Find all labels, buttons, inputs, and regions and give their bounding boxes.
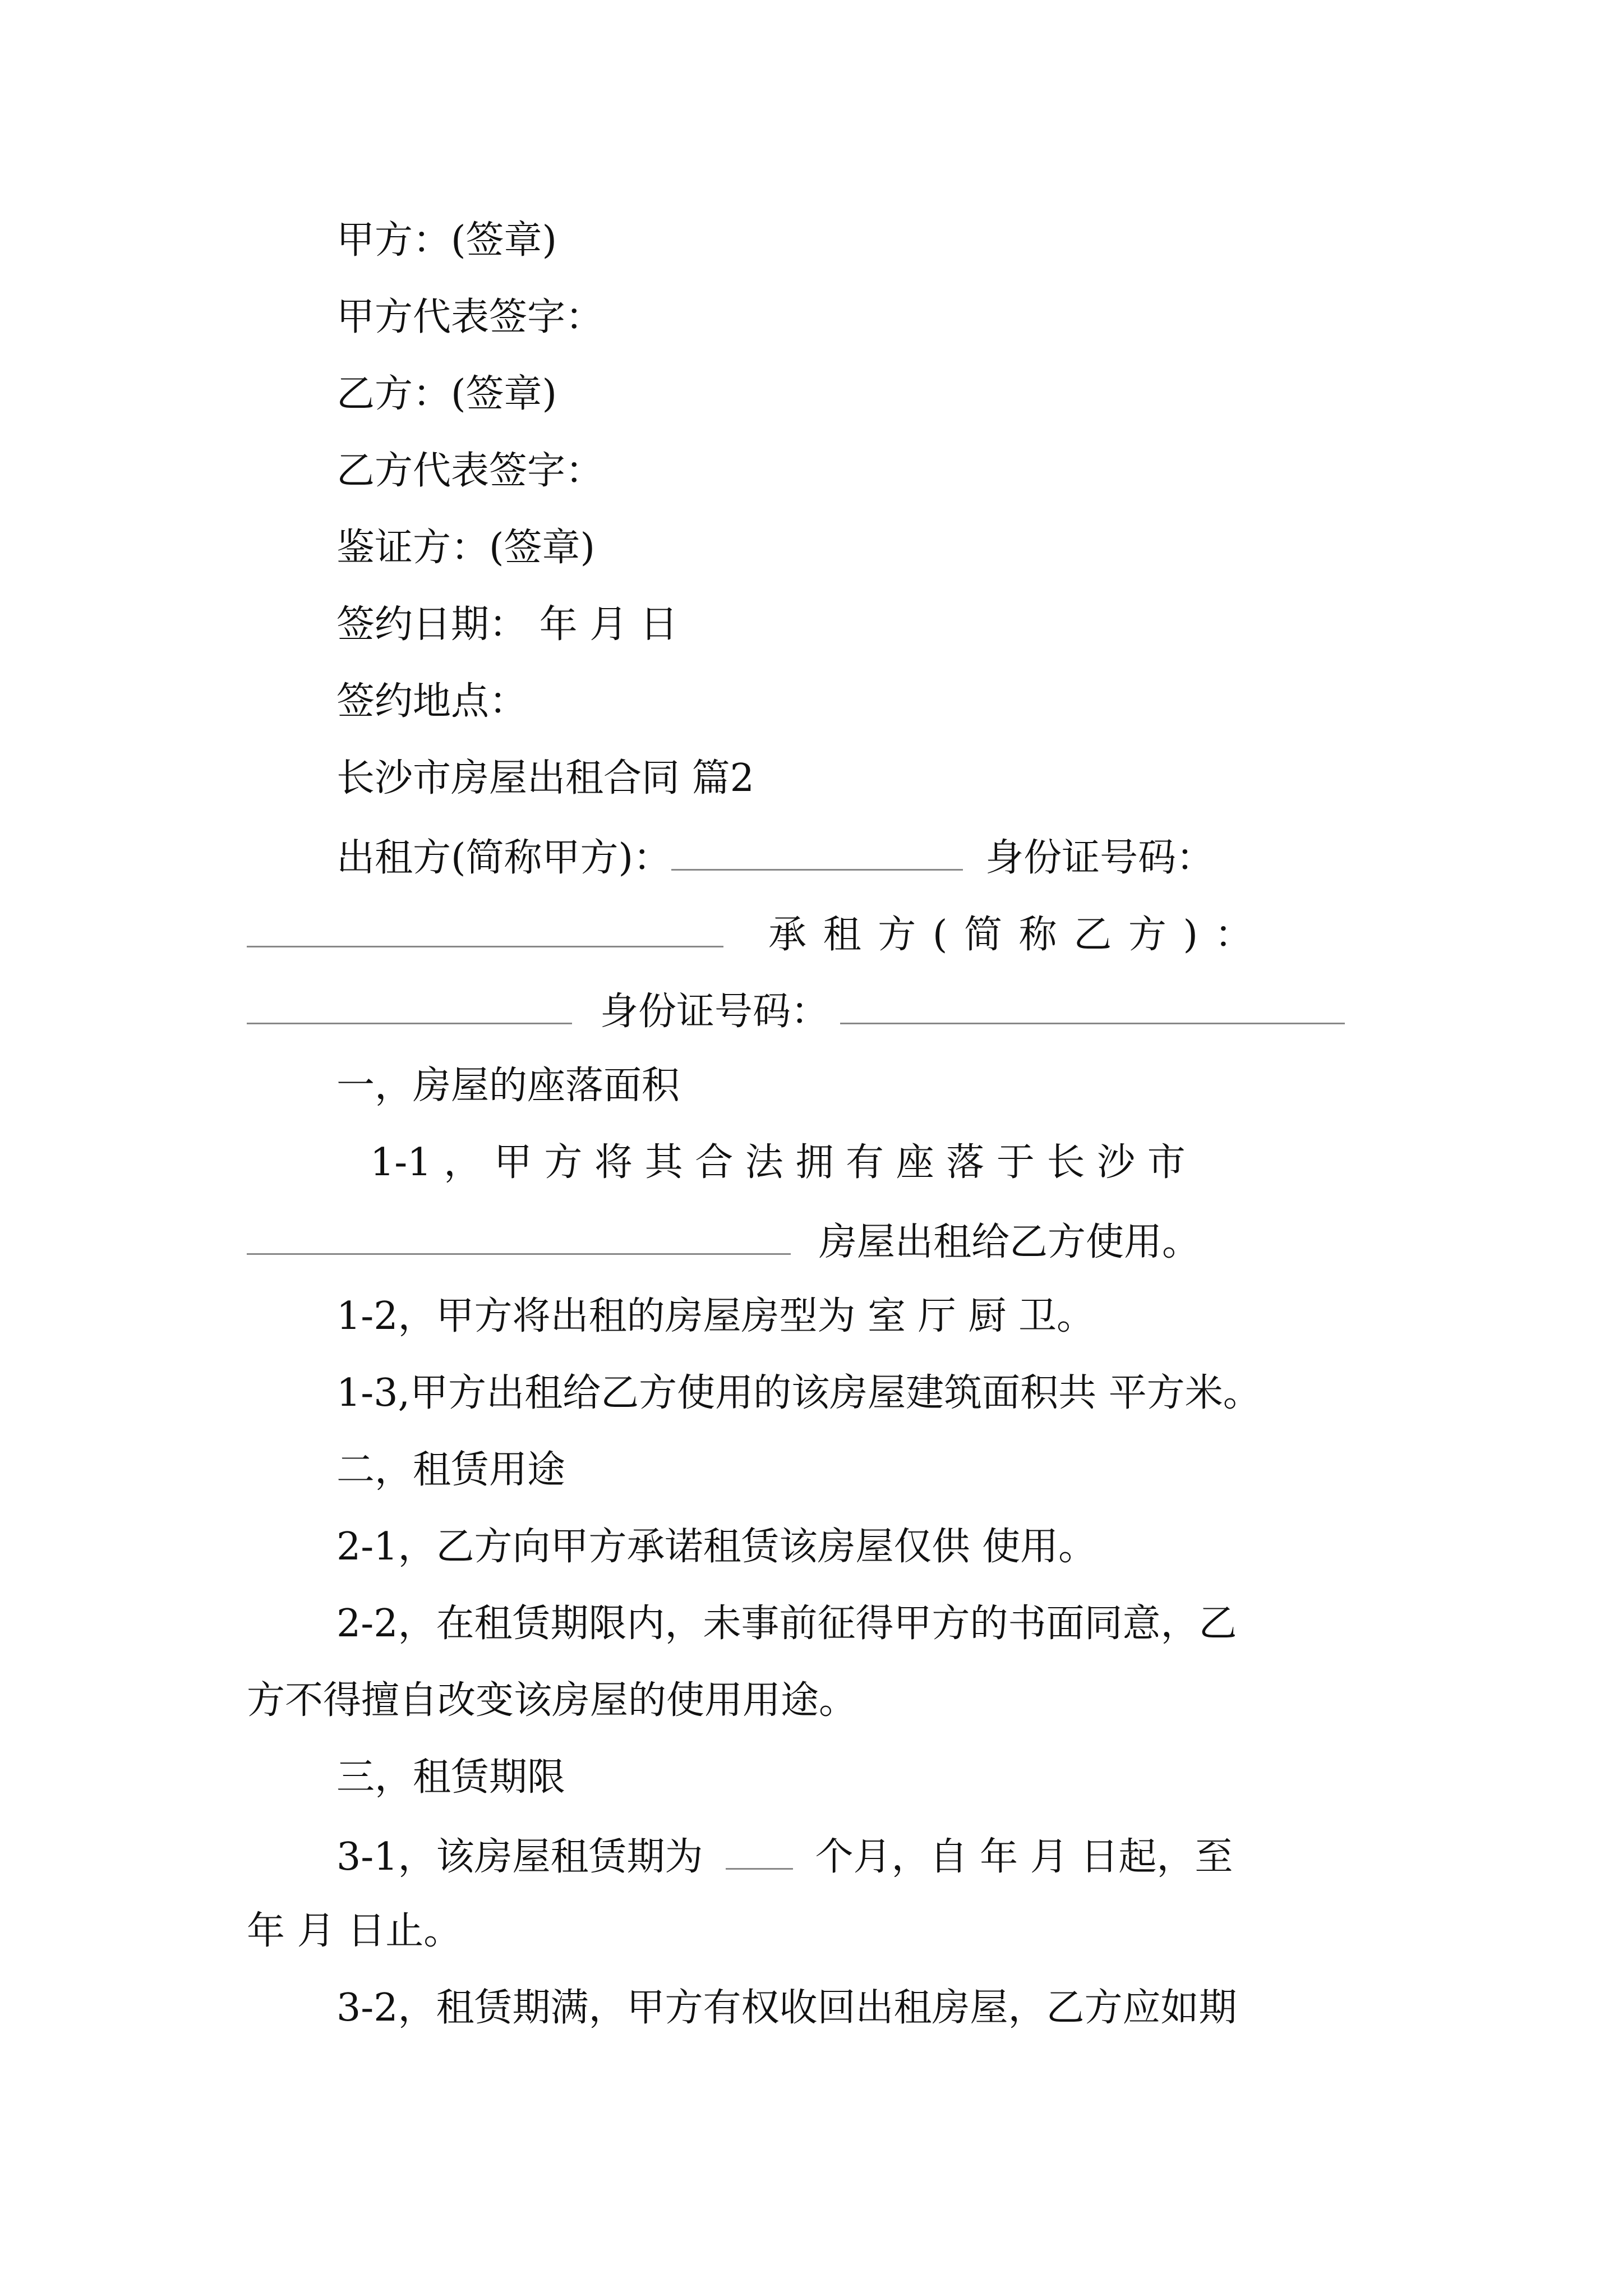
lessee-id-label: 身份证号码： xyxy=(600,990,829,1034)
clause-2-1: 2-1，乙方向甲方承诺租赁该房屋仅供 使用。 xyxy=(336,1525,1097,1569)
party-b-rep-signature: 乙方代表签字： xyxy=(336,449,604,493)
lessor-id-label: 身份证号码： xyxy=(985,836,1215,880)
lessee-line xyxy=(247,913,1255,957)
lessor-line xyxy=(336,836,1215,880)
lessee-id-line xyxy=(247,990,1345,1034)
heading-location-area: 一，房屋的座落面积 xyxy=(336,1064,680,1108)
section-title: 长沙市房屋出租合同 篇2 xyxy=(336,756,754,800)
signing-date: 签约日期： 年 月 日 xyxy=(336,602,678,647)
clause-1-3: 1-3,甲方出租给乙方使用的该房屋建筑面积共 平方米。 xyxy=(336,1371,1261,1415)
clause-3-1-prefix: 3-1，该房屋租赁期为 xyxy=(336,1835,703,1879)
clause-3-1-line2: 年 月 日止。 xyxy=(247,1909,462,1953)
clause-1-1-line2 xyxy=(247,1221,1200,1262)
lessee-id-blank xyxy=(840,990,1345,1024)
clause-3-1-suffix: 个月，自 年 月 日起，至 xyxy=(815,1835,1233,1879)
clause-1-1-tail: 房屋出租给乙方使用。 xyxy=(819,1220,1201,1264)
clause-3-2: 3-2，租赁期满，甲方有权收回出租房屋，乙方应如期 xyxy=(336,1986,1237,2030)
heading-lease-term: 三，租赁期限 xyxy=(336,1755,566,1800)
lessee-label: 承 租 方 ( 简 称 乙 方 ) ： xyxy=(768,913,1255,957)
heading-lease-purpose: 二，租赁用途 xyxy=(336,1448,566,1492)
signing-place: 签约地点： xyxy=(336,679,528,724)
party-a-rep-signature: 甲方代表签字： xyxy=(336,295,604,339)
clause-1-2: 1-2，甲方将出租的房屋房型为 室 厅 厨 卫。 xyxy=(336,1294,1095,1338)
party-b-seal: 乙方：(签章) xyxy=(336,372,557,416)
lessor-name-blank xyxy=(671,836,963,871)
witness-seal: 鉴证方：(签章) xyxy=(336,526,596,570)
months-blank xyxy=(726,1835,793,1870)
lessor-label: 出租方(简称甲方)： xyxy=(336,836,672,880)
lessor-id-blank xyxy=(247,913,723,947)
clause-3-1-line1 xyxy=(336,1835,1233,1879)
clause-2-2-line1: 2-2，在租赁期限内，未事前征得甲方的书面同意，乙 xyxy=(336,1602,1237,1646)
clause-2-2-line2: 方不得擅自改变该房屋的使用用途。 xyxy=(247,1678,857,1723)
lessee-name-blank xyxy=(247,990,572,1024)
party-a-seal: 甲方：(签章) xyxy=(336,218,557,263)
address-blank xyxy=(247,1221,791,1255)
clause-1-1-line1: 1-1 ， 甲 方 将 其 合 法 拥 有 座 落 于 长 沙 市 xyxy=(370,1140,1186,1185)
